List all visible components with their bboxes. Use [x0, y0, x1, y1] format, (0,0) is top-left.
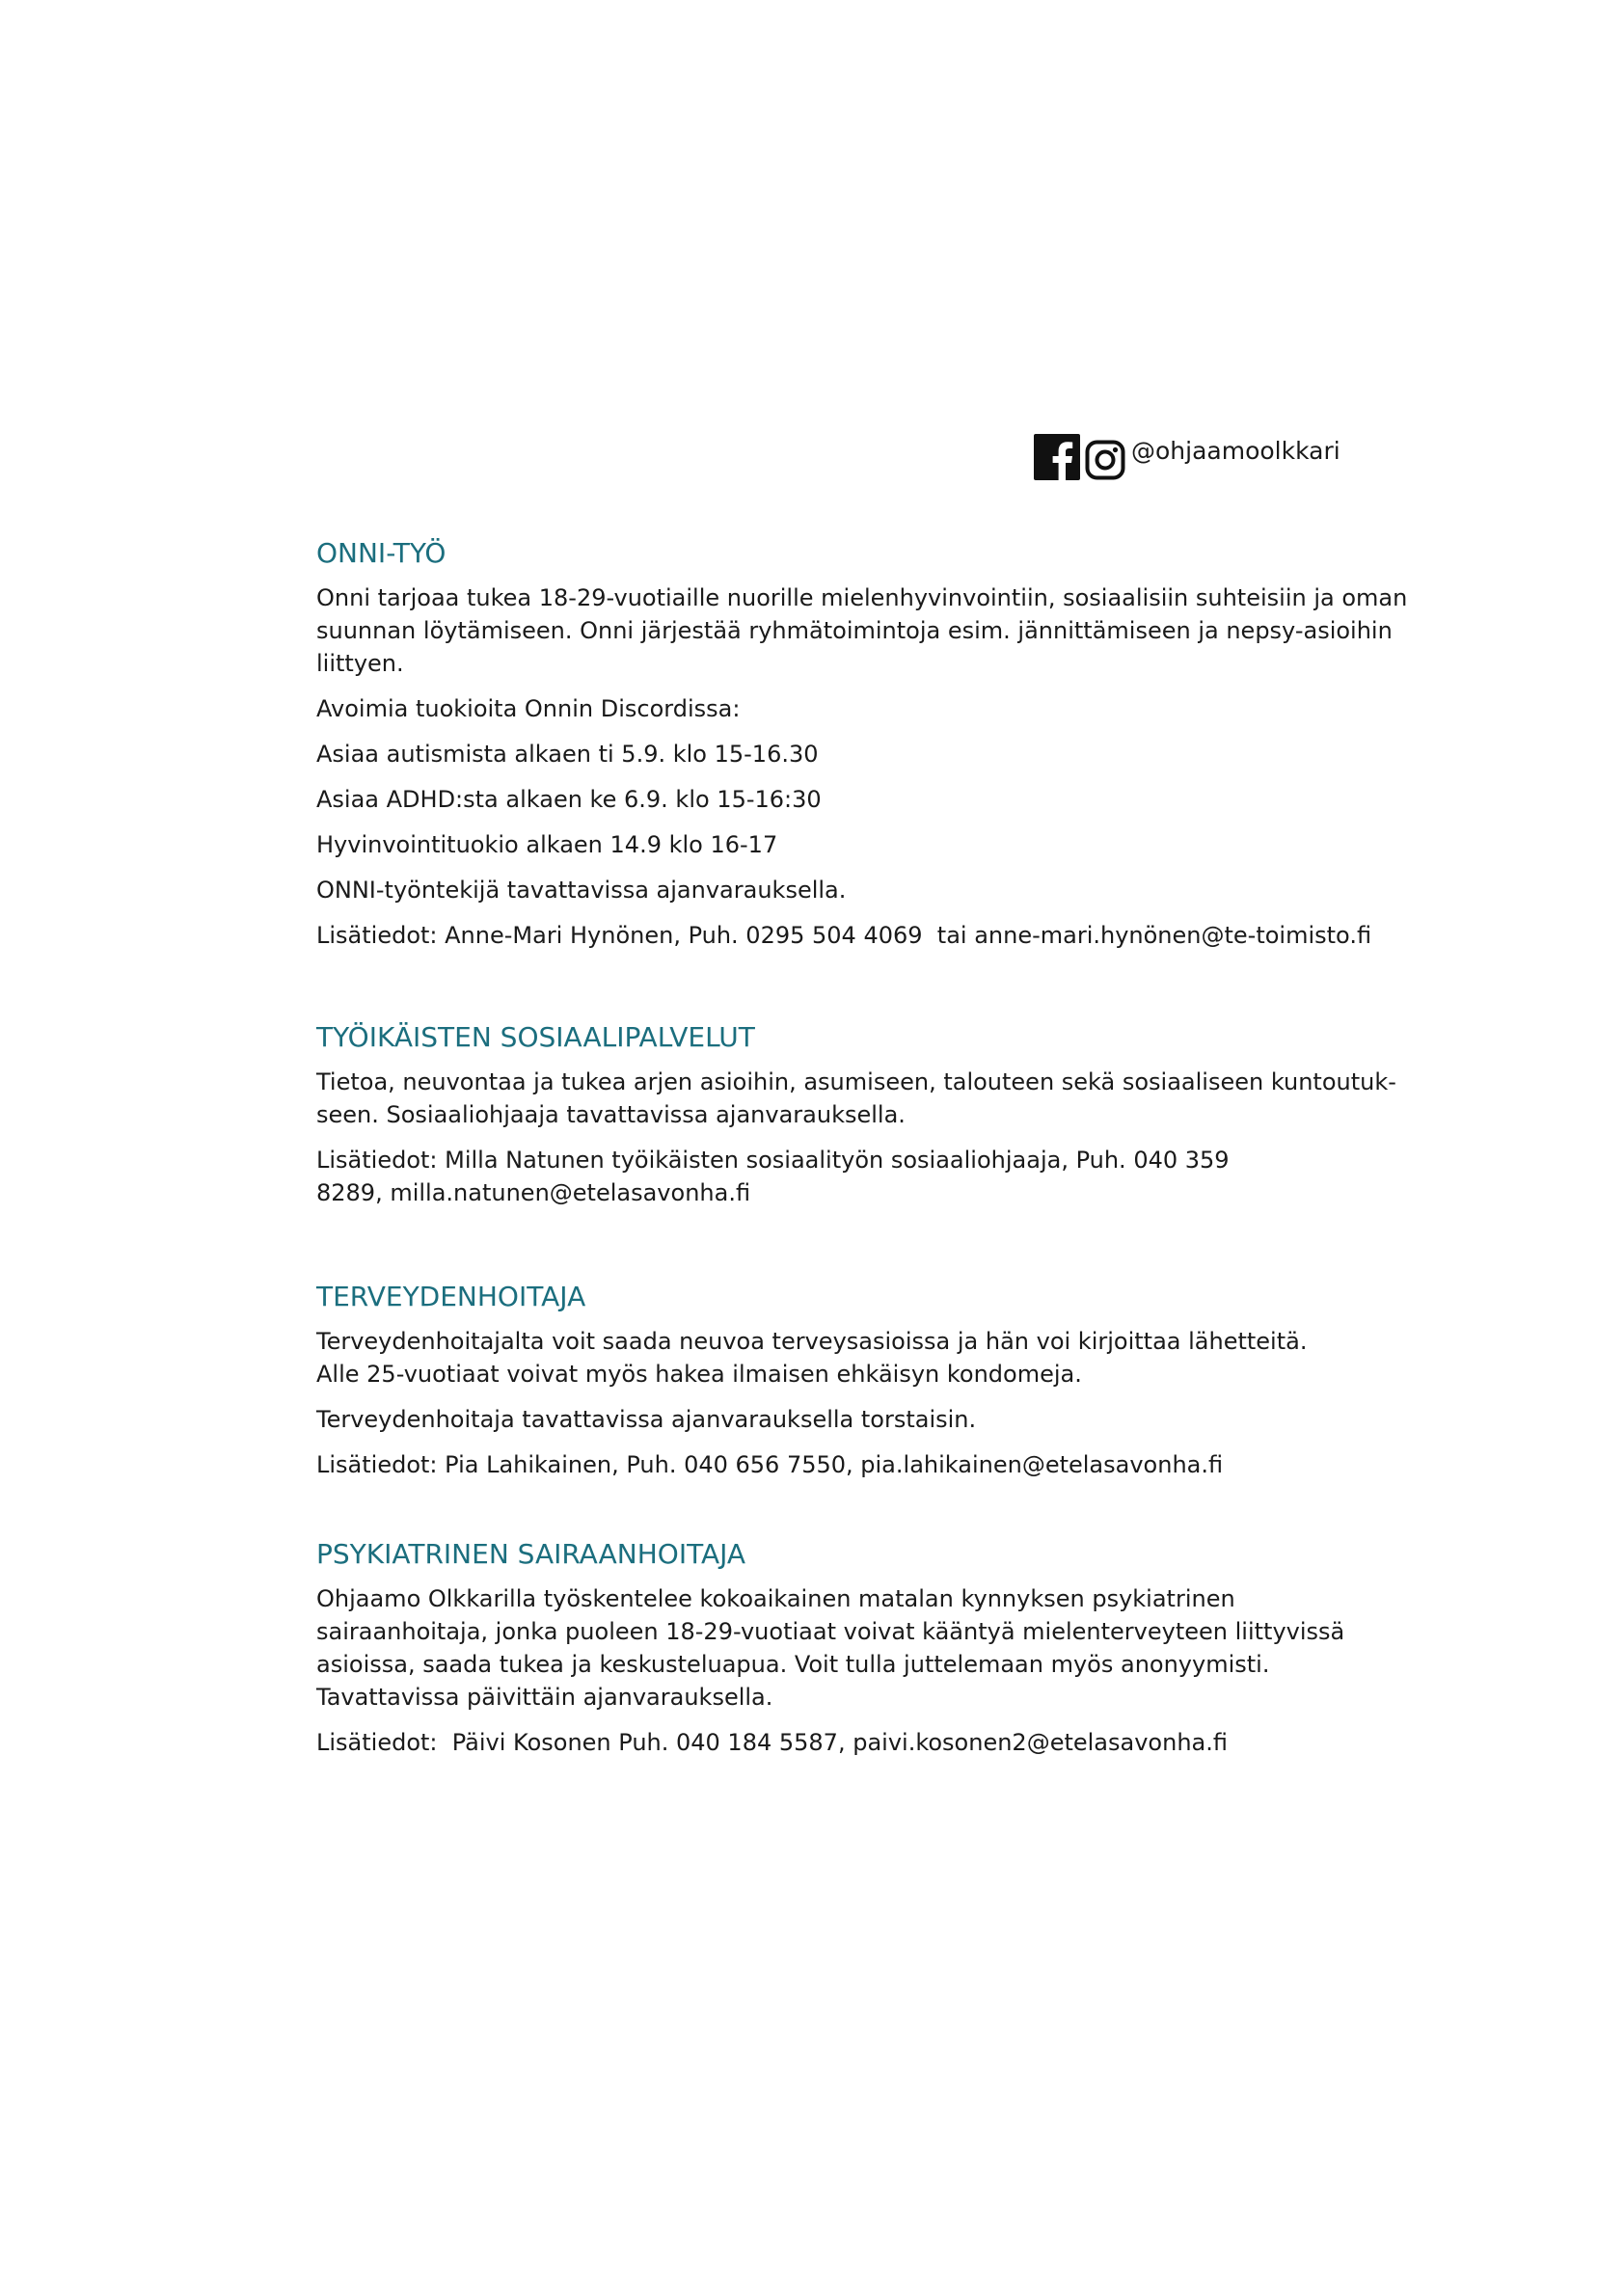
social-media-row: [1034, 434, 1340, 484]
sosiaali-description-line: Tietoa, neuvontaa ja tukea arjen asioihin, asumiseen, talouteen sekä sosiaaliseen kuntoutuk-: [316, 1068, 1396, 1095]
sosiaali-description-line: seen. Sosiaaliohjaaja tavattavissa ajanvarauksella.: [316, 1101, 906, 1128]
sosiaali-contact: [316, 1144, 1454, 1209]
onni-intro-line: suunnan löytämiseen. Onni järjestää ryhmätoimintoja esim. jännittämiseen ja nepsy-asioihin: [316, 617, 1393, 644]
terveys-contact: Lisätiedot: Pia Lahikainen, Puh. 040 656 7550, pia.lahikainen@etelasavonha.fi: [316, 1451, 1224, 1478]
terveys-description-line: Terveydenhoitajalta voit saada neuvoa terveysasioissa ja hän voi kirjoittaa lähetteitä.: [316, 1328, 1308, 1355]
section-onni: [316, 537, 1454, 964]
psyk-contact: Lisätiedot: Päivi Kosonen Puh. 040 184 5587, paivi.kosonen2@etelasavonha.fi: [316, 1729, 1228, 1756]
onni-contact: Lisätiedot: Anne-Mari Hynönen, Puh. 0295 504 4069 tai anne-mari.hynönen@te-toimisto.fi: [316, 922, 1372, 949]
section-heading-onni: ONNI-TYÖ: [316, 537, 447, 569]
onni-intro-line: liittyen.: [316, 650, 404, 677]
psyk-description-line: asioissa, saada tukea ja keskusteluapua. Voit tulla juttelemaan myös anonyymisti.: [316, 1651, 1270, 1678]
psyk-description: [316, 1582, 1454, 1714]
section-heading-psykiatrinen: PSYKIATRINEN SAIRAANHOITAJA: [316, 1538, 746, 1570]
sosiaali-contact-line: 8289, milla.natunen@etelasavonha.fi: [316, 1179, 751, 1206]
onni-event-wellbeing: Hyvinvointituokio alkaen 14.9 klo 16-17: [316, 831, 778, 858]
onni-event-autism: Asiaa autismista alkaen ti 5.9. klo 15-16.30: [316, 741, 819, 768]
onni-appointment-note: ONNI-työntekijä tavattavissa ajanvarauksella.: [316, 877, 847, 904]
facebook-icon[interactable]: [1034, 434, 1080, 480]
onni-intro: [316, 581, 1454, 680]
section-sosiaalipalvelut: [316, 1021, 1454, 1222]
onni-intro-line: Onni tarjoaa tukea 18-29-vuotiaille nuorille mielenhyvinvointiin, sosiaalisiin suhteisiin ja oman: [316, 584, 1408, 611]
psyk-description-line: Tavattavissa päivittäin ajanvarauksella.: [316, 1684, 773, 1711]
section-psykiatrinen-sairaanhoitaja: [316, 1538, 1454, 1771]
psyk-description-line: Ohjaamo Olkkarilla työskentelee kokoaikainen matalan kynnyksen psykiatrinen: [316, 1585, 1235, 1612]
instagram-icon[interactable]: [1085, 440, 1125, 480]
section-heading-sosiaalipalvelut: TYÖIKÄISTEN SOSIAALIPALVELUT: [316, 1021, 755, 1053]
social-handle: @ohjaamoolkkari: [1131, 437, 1340, 465]
sosiaali-description: [316, 1066, 1454, 1131]
sosiaali-contact-line: Lisätiedot: Milla Natunen työikäisten sosiaalityön sosiaaliohjaaja, Puh. 040 359: [316, 1147, 1230, 1174]
onni-event-adhd: Asiaa ADHD:sta alkaen ke 6.9. klo 15-16:30: [316, 786, 822, 813]
terveys-description: [316, 1325, 1454, 1391]
psyk-description-line: sairaanhoitaja, jonka puoleen 18-29-vuotiaat voivat kääntyä mielenterveyteen liittyvissä: [316, 1618, 1345, 1645]
terveys-description-line: Alle 25-vuotiaat voivat myös hakea ilmaisen ehkäisyn kondomeja.: [316, 1361, 1082, 1388]
section-terveydenhoitaja: [316, 1281, 1454, 1494]
onni-discord-heading: Avoimia tuokioita Onnin Discordissa:: [316, 695, 741, 722]
section-heading-terveydenhoitaja: TERVEYDENHOITAJA: [316, 1281, 586, 1312]
terveys-appointment-note: Terveydenhoitaja tavattavissa ajanvarauksella torstaisin.: [316, 1406, 977, 1433]
